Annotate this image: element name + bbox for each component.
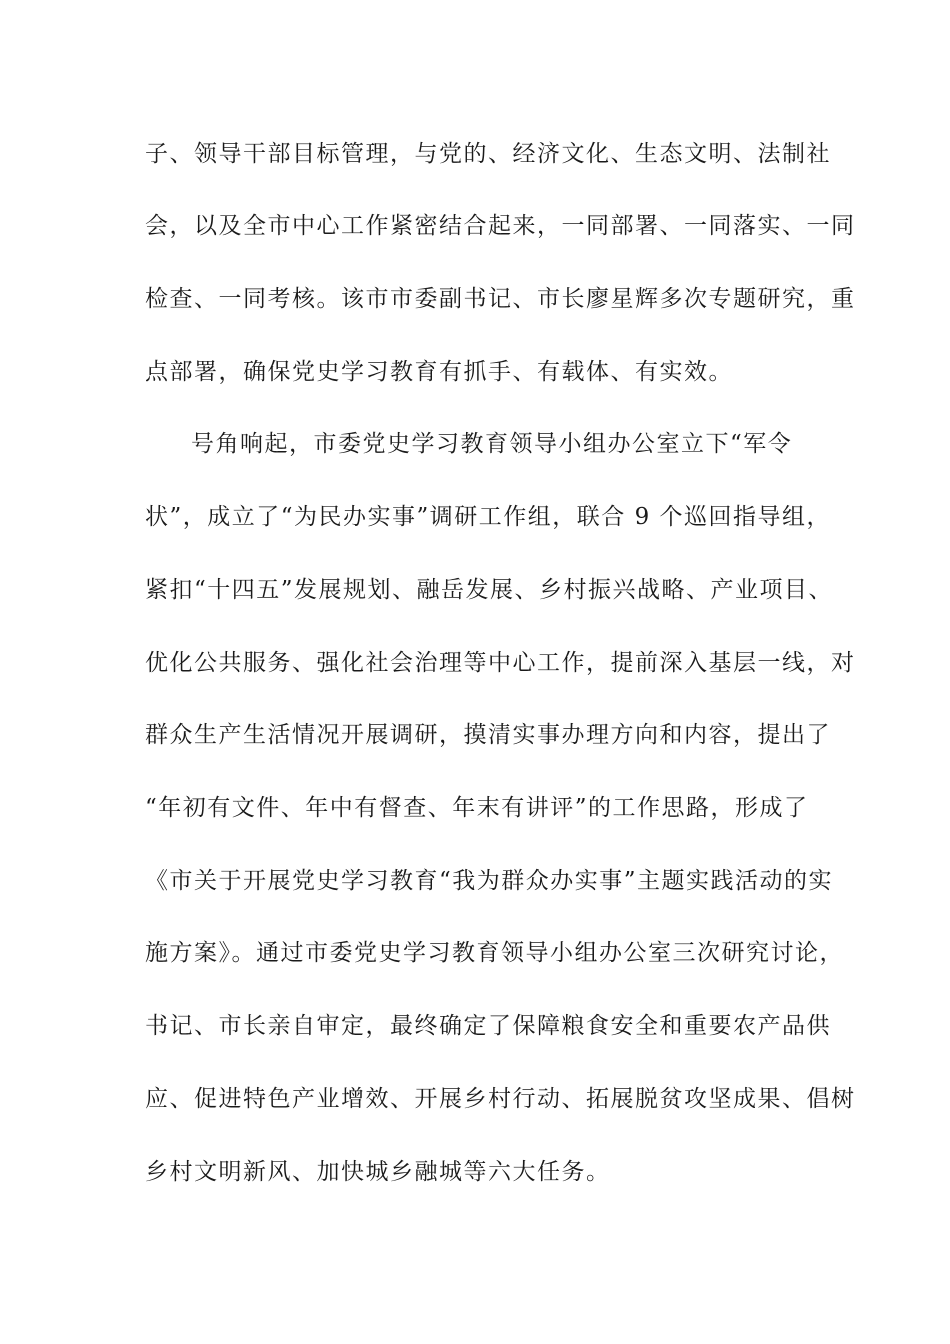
paragraph-2-line-8: 施方案》。通过市委党史学习教育领导小组办公室三次研究讨论， xyxy=(145,940,844,966)
paragraph-1-line-4: 点部署，确保党史学习教育有抓手、有载体、有实效。 xyxy=(145,359,733,385)
paragraph-2-line-3: 紧扣“十四五”发展规划、融岳发展、乡村振兴战略、产业项目、 xyxy=(145,577,834,603)
paragraph-2-line-1: 号角响起，市委党史学习教育领导小组办公室立下“军令 xyxy=(191,431,793,457)
paragraph-2-line-4: 优化公共服务、强化社会治理等中心工作，提前深入基层一线，对 xyxy=(145,650,856,676)
paragraph-2-line-11: 乡村文明新风、加快城乡融城等六大任务。 xyxy=(145,1159,611,1185)
paragraph-2-line-5: 群众生产生活情况开展调研，摸清实事办理方向和内容，提出了 xyxy=(145,722,831,748)
paragraph-2-line-7: 《市关于开展党史学习教育“我为群众办实事”主题实践活动的实 xyxy=(145,868,834,894)
paragraph-1-line-3: 检查、一同考核。该市市委副书记、市长廖星辉多次专题研究，重 xyxy=(145,286,856,312)
paragraph-2-line-9: 书记、市长亲自审定，最终确定了保障粮食安全和重要农产品供 xyxy=(145,1013,831,1039)
paragraph-1-line-1: 子、领导干部目标管理，与党的、经济文化、生态文明、法制社 xyxy=(145,141,831,167)
paragraph-2-line-2: 状”，成立了“为民办实事”调研工作组，联合 9 个巡回指导组， xyxy=(145,504,832,530)
paragraph-2-line-6: “年初有文件、年中有督查、年末有讲评”的工作思路，形成了 xyxy=(145,795,809,821)
paragraph-1-line-2: 会，以及全市中心工作紧密结合起来，一同部署、一同落实、一同 xyxy=(145,213,856,239)
paragraph-2-line-10: 应、促进特色产业增效、开展乡村行动、拓展脱贫攻坚成果、倡树 xyxy=(145,1086,856,1112)
